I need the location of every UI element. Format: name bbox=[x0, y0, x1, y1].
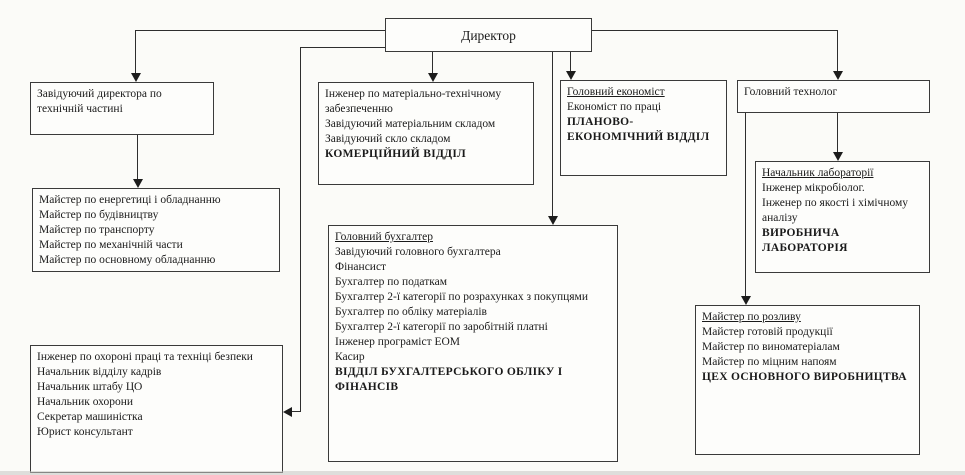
role-line: Майстер по механічній части bbox=[39, 239, 183, 251]
arrow-down-icon bbox=[428, 73, 438, 82]
role-line: Майстер по міцним напоям bbox=[702, 356, 837, 368]
role-line: Завідуючий головного бухгалтера bbox=[335, 246, 501, 258]
connector-director-to-deputy bbox=[135, 30, 385, 31]
connector-director-to-technologist bbox=[592, 30, 837, 31]
role-line: Юрист консультант bbox=[37, 426, 133, 438]
arrow-down-icon bbox=[833, 152, 843, 161]
role-line: Інженер по якості і хімічному аналізу bbox=[762, 197, 909, 224]
connector-director-to-staff bbox=[291, 411, 301, 412]
org-box-commercial-department bbox=[318, 82, 534, 185]
role-line: Секретар машиністка bbox=[37, 411, 143, 423]
connector-director-to-commercial bbox=[432, 52, 433, 74]
connector-director-to-economic bbox=[570, 52, 571, 72]
role-line: Завідуючий матеріальним складом bbox=[325, 118, 496, 130]
role-line: Начальник лабораторії bbox=[762, 167, 874, 179]
role-line: Головний технолог bbox=[744, 86, 838, 98]
org-box-staff-services bbox=[30, 345, 283, 473]
org-box-main-production-shop bbox=[695, 305, 920, 455]
department-title: ВИРОБНИЧА ЛАБОРАТОРІЯ bbox=[762, 227, 848, 254]
connector-director-to-technologist bbox=[837, 30, 838, 72]
org-box-accounting-finance-department bbox=[328, 225, 618, 462]
role-line: Начальник охорони bbox=[37, 396, 134, 408]
department-title: КОМЕРЦІЙНИЙ ВІДДІЛ bbox=[325, 148, 467, 160]
role-line: Бухгалтер по обліку матеріалів bbox=[335, 306, 487, 318]
role-line: Директор bbox=[461, 27, 516, 43]
role-line: Майстер по основному обладнанню bbox=[39, 254, 216, 266]
role-line: Головний економіст bbox=[567, 86, 665, 98]
role-line: Майстер по виноматеріалам bbox=[702, 341, 840, 353]
connector-director-to-deputy bbox=[135, 30, 136, 74]
role-line: Головний бухгалтер bbox=[335, 231, 433, 243]
role-line: Інженер по охороні праці та техніці безпеки bbox=[37, 351, 253, 363]
arrow-down-icon bbox=[741, 296, 751, 305]
role-line: Касир bbox=[335, 351, 365, 363]
role-line: Майстер по будівництву bbox=[39, 209, 159, 221]
connector-director-to-accounting bbox=[552, 52, 553, 217]
department-title: ВІДДІЛ БУХГАЛТЕРСЬКОГО ОБЛІКУ І ФІНАНСІВ bbox=[335, 366, 563, 393]
role-line: Завідуючий скло складом bbox=[325, 133, 451, 145]
role-line: Бухгалтер 2-ї категорії по розрахунках з покупцями bbox=[335, 291, 588, 303]
org-box-director bbox=[385, 18, 592, 52]
role-line: Інженер мікробіолог. bbox=[762, 182, 865, 194]
connector-director-to-staff bbox=[300, 47, 301, 412]
connector-director-to-staff bbox=[300, 47, 385, 48]
org-box-technical-masters bbox=[32, 188, 280, 272]
department-title: ЦЕХ ОСНОВНОГО ВИРОБНИЦТВА bbox=[702, 371, 907, 383]
role-line: Економіст по праці bbox=[567, 101, 662, 113]
org-box-deputy-technical bbox=[30, 82, 214, 135]
org-box-chief-technologist bbox=[737, 80, 930, 113]
role-line: Бухгалтер 2-ї категорії по заробітній платні bbox=[335, 321, 548, 333]
role-line: Завідуючий директора по технічній частині bbox=[37, 88, 162, 115]
connector-deputy-to-masters bbox=[137, 135, 138, 180]
role-line: Майстер по транспорту bbox=[39, 224, 155, 236]
org-box-production-laboratory bbox=[755, 161, 930, 273]
arrow-down-icon bbox=[566, 71, 576, 80]
role-line: Начальник відділу кадрів bbox=[37, 366, 162, 378]
arrow-down-icon bbox=[131, 73, 141, 82]
role-line: Майстер по розливу bbox=[702, 311, 801, 323]
arrow-down-icon bbox=[833, 71, 843, 80]
arrow-down-icon bbox=[548, 216, 558, 225]
connector-technologist-to-shop bbox=[745, 113, 746, 297]
arrow-down-icon bbox=[133, 179, 143, 188]
department-title: ПЛАНОВО-ЕКОНОМІЧНИЙ ВІДДІЛ bbox=[567, 116, 710, 143]
role-line: Начальник штабу ЦО bbox=[37, 381, 143, 393]
role-line: Майстер по енергетиці і обладнанню bbox=[39, 194, 221, 206]
arrow-left-icon bbox=[283, 407, 292, 417]
role-line: Майстер готовій продукції bbox=[702, 326, 833, 338]
connector-technologist-to-lab bbox=[837, 113, 838, 153]
role-line: Фінансист bbox=[335, 261, 387, 273]
role-line: Бухгалтер по податкам bbox=[335, 276, 448, 288]
role-line: Інженер по матеріально-технічному забезпеченню bbox=[325, 88, 502, 115]
org-box-planning-economic-department bbox=[560, 80, 727, 176]
role-line: Інженер програміст ЕОМ bbox=[335, 336, 461, 348]
scan-artifact bbox=[0, 471, 965, 475]
